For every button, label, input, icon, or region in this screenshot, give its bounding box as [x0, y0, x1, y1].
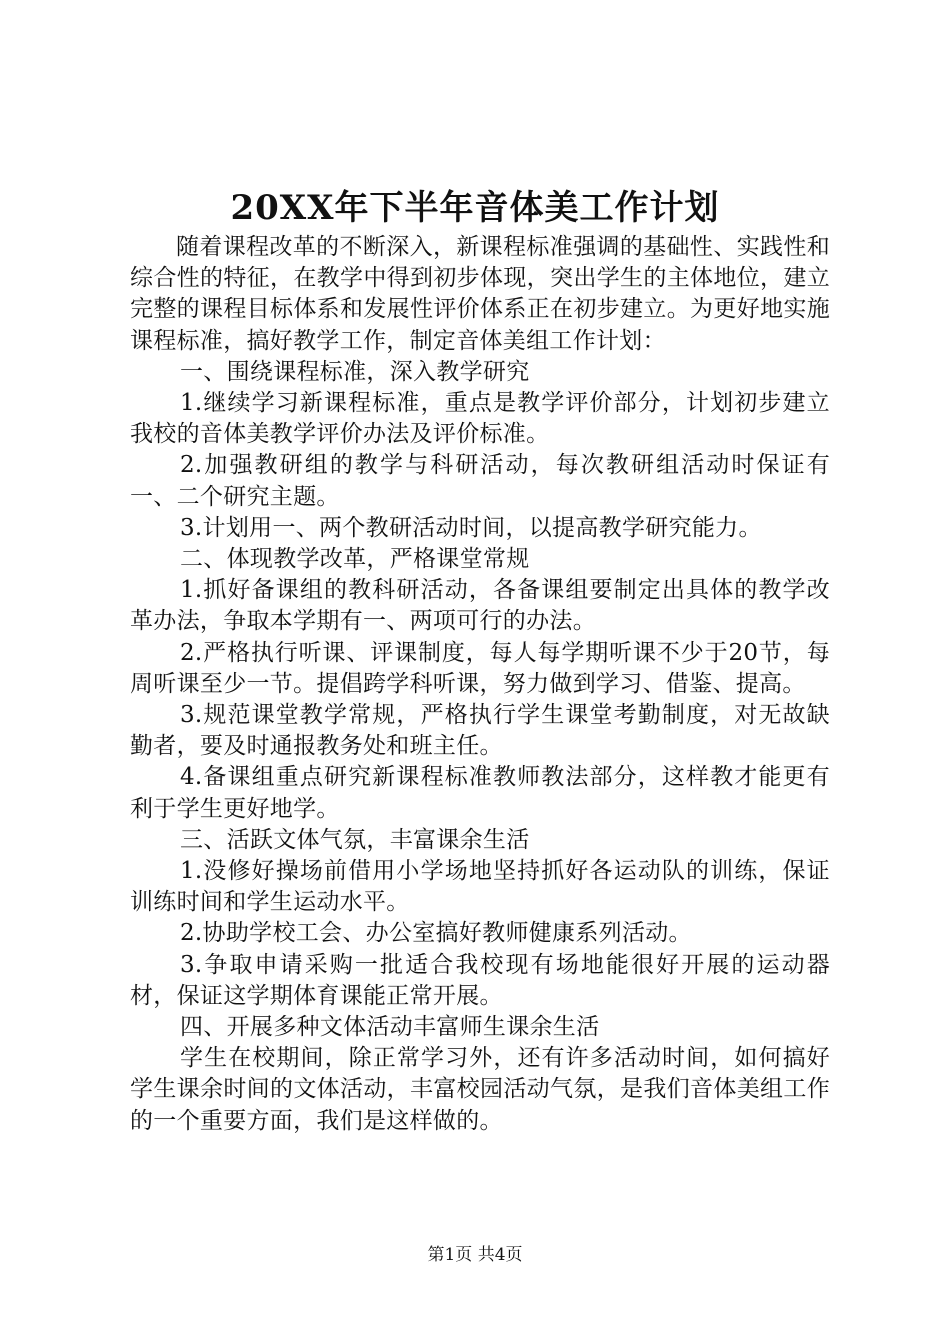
section-heading-1: 一、围绕课程标准，深入教学研究 — [180, 358, 530, 385]
document-title: 20XX年下半年音体美工作计划 — [230, 188, 720, 228]
document-body — [130, 232, 830, 1137]
section-2-item-1: 1.抓好备课组的教科研活动，各备课组要制定出具体的教学改革办法，争取本学期有一、两项可行的办法。 — [130, 577, 830, 635]
section-2-item-4: 4.备课组重点研究新课程标准教师教法部分，这样教才能更有利于学生更好地学。 — [130, 764, 830, 822]
section-1-item-3: 3.计划用一、两个教研活动时间，以提高教学研究能力。 — [180, 514, 762, 541]
section-4-paragraph: 学生在校期间，除正常学习外，还有许多活动时间，如何搞好学生课余时间的文体活动，丰富校园活动气氛，是我们音体美组工作的一个重要方面，我们是这样做的。 — [130, 1045, 830, 1134]
page-footer: 第1页 共4页 — [427, 1245, 523, 1265]
section-1-item-2: 2.加强教研组的教学与科研活动，每次教研组活动时保证有一、二个研究主题。 — [130, 452, 830, 510]
section-3-item-3: 3.争取申请采购一批适合我校现有场地能很好开展的运动器材，保证这学期体育课能正常开展。 — [130, 951, 830, 1009]
section-1-item-1: 1.继续学习新课程标准，重点是教学评价部分，计划初步建立我校的音体美教学评价办法及评价标准。 — [130, 390, 830, 448]
section-2-item-2: 2.严格执行听课、评课制度，每人每学期听课不少于20节，每周听课至少一节。提倡跨学科听课，努力做到学习、借鉴、提高。 — [130, 639, 830, 697]
intro-paragraph: 随着课程改革的不断深入，新课程标准强调的基础性、实践性和综合性的特征，在教学中得到初步体现，突出学生的主体地位，建立完整的课程目标体系和发展性评价体系正在初步建立。为更好地实施课程标准，搞好教学工作，制定音体美组工作计划： — [130, 234, 830, 354]
section-heading-2: 二、体现教学改革，严格课堂常规 — [180, 546, 530, 573]
section-heading-4: 四、开展多种文体活动丰富师生课余生活 — [180, 1014, 600, 1041]
section-heading-3: 三、活跃文体气氛，丰富课余生活 — [180, 826, 530, 853]
section-3-item-1: 1.没修好操场前借用小学场地坚持抓好各运动队的训练，保证训练时间和学生运动水平。 — [130, 858, 830, 916]
section-3-item-2: 2.协助学校工会、办公室搞好教师健康系列活动。 — [180, 920, 692, 947]
section-2-item-3: 3.规范课堂教学常规，严格执行学生课堂考勤制度，对无故缺勤者，要及时通报教务处和班主任。 — [130, 702, 830, 760]
